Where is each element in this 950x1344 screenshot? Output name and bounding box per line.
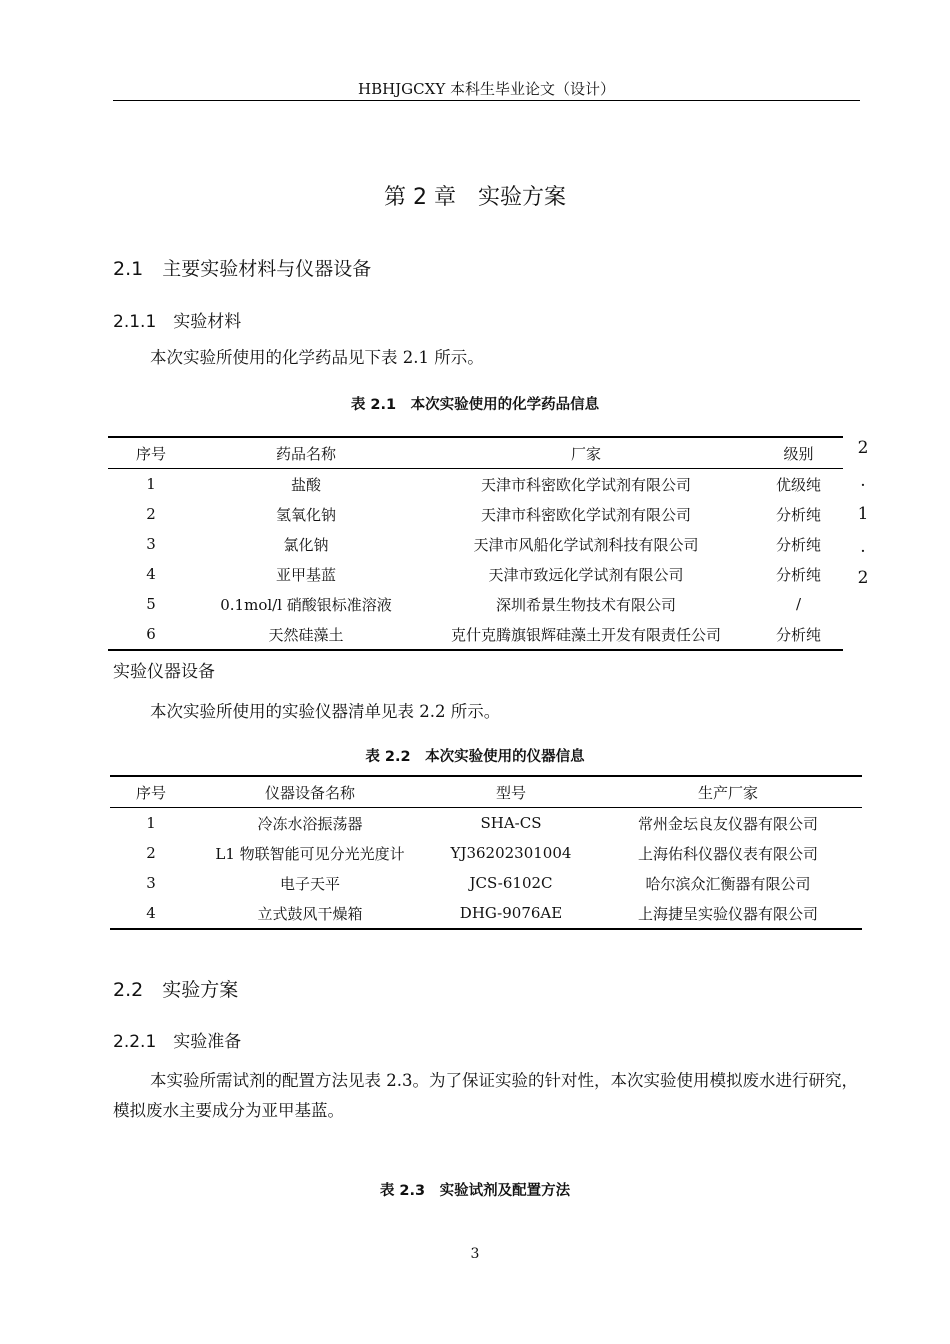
table-cell: 1 — [146, 475, 156, 493]
table-cell: 天津市致远化学试剂有限公司 — [488, 565, 684, 584]
table-cell: 冷冻水浴振荡器 — [257, 814, 363, 833]
section-heading-2-1: 2.1 主要实验材料与仪器设备 — [113, 258, 372, 280]
chapter-title: 第 2 章 实验方案 — [384, 185, 566, 210]
side-number-char: 2 — [857, 438, 869, 458]
table-cell: 天津市科密欧化学试剂有限公司 — [480, 475, 691, 494]
table-cell: 上海捷呈实验仪器有限公司 — [637, 904, 818, 923]
table-cell: 上海佑科仪器仪表有限公司 — [637, 844, 818, 863]
table-2-2-caption: 表 2.2 本次实验使用的仪器信息 — [365, 749, 585, 765]
table-cell: L1 物联智能可见分光光度计 — [215, 844, 405, 863]
table-header-cell: 型号 — [495, 783, 526, 802]
header-rule — [113, 100, 860, 101]
table-header-row — [108, 437, 843, 469]
table-row — [110, 838, 862, 868]
side-number-char: . — [860, 471, 866, 491]
table-cell: 4 — [146, 904, 156, 922]
table-header-cell: 级别 — [783, 444, 814, 463]
paragraph-preparation: 本实验所需试剂的配置方法见表 2.3。为了保证实验的针对性，本次实验使用模拟废水进行研究，模拟废水主要成分为亚甲基蓝。 — [113, 1071, 858, 1120]
table-header-cell: 序号 — [135, 444, 166, 463]
table-row — [110, 898, 862, 929]
table-row — [108, 589, 843, 619]
table-row — [108, 619, 843, 650]
table-header-cell: 药品名称 — [275, 444, 336, 463]
table-cell: 克什克腾旗银辉硅藻土开发有限责任公司 — [450, 625, 721, 644]
table-cell: 天然硅藻土 — [268, 625, 344, 644]
table-cell: 5 — [146, 595, 156, 613]
table-cell: DHG-9076AE — [459, 904, 563, 922]
table-cell: 4 — [146, 565, 156, 583]
paragraph-equipment: 本次实验所使用的实验仪器清单见表 2.2 所示。 — [150, 702, 501, 721]
table-2-1-caption: 表 2.1 本次实验使用的化学药品信息 — [350, 397, 600, 413]
table-cell: 电子天平 — [279, 874, 340, 893]
table-row — [110, 808, 862, 839]
table-row — [108, 469, 843, 500]
table-cell: 氯化钠 — [283, 535, 329, 554]
table-cell: 分析纯 — [775, 565, 821, 584]
table-cell: 2 — [146, 505, 156, 523]
table-header-cell: 序号 — [135, 783, 166, 802]
table-cell: 0.1mol/l 硝酸银标准溶液 — [220, 595, 392, 614]
table-cell: 深圳希景生物技术有限公司 — [495, 595, 676, 614]
table-header-cell: 生产厂家 — [697, 783, 758, 802]
table-row — [108, 529, 843, 559]
table-cell: 常州金坛良友仪器有限公司 — [637, 814, 818, 833]
table-cell: 分析纯 — [775, 505, 821, 524]
table-cell: 分析纯 — [775, 625, 821, 644]
paragraph-materials: 本次实验所使用的化学药品见下表 2.1 所示。 — [150, 348, 484, 367]
table-cell: / — [795, 595, 802, 613]
side-number-char: 2 — [857, 568, 869, 588]
table-header-cell: 厂家 — [570, 444, 601, 463]
table-cell: 6 — [146, 625, 156, 643]
section-heading-2-2: 2.2 实验方案 — [113, 979, 239, 1001]
table-cell: 哈尔滨众汇衡器有限公司 — [645, 874, 811, 893]
subsection-heading-2-1-1: 2.1.1 实验材料 — [113, 312, 242, 332]
table-row — [108, 499, 843, 529]
table-cell: 立式鼓风干燥箱 — [257, 904, 363, 923]
table-cell: SHA-CS — [480, 814, 542, 832]
table-cell: 分析纯 — [775, 535, 821, 554]
subsection-heading-2-2-1: 2.2.1 实验准备 — [113, 1032, 242, 1052]
table-cell: 2 — [146, 844, 156, 862]
table-2-1 — [108, 436, 843, 651]
running-header: HBHJGCXY 本科生毕业论文（设计） — [357, 80, 615, 98]
table-2-2 — [110, 775, 862, 930]
table-row — [108, 559, 843, 589]
table-cell: 亚甲基蓝 — [275, 565, 336, 584]
subsection-heading-equipment: 实验仪器设备 — [113, 662, 215, 682]
table-cell: 盐酸 — [290, 475, 321, 494]
page-number: 3 — [470, 1246, 480, 1262]
table-cell: 3 — [146, 535, 156, 553]
table-header-cell: 仪器设备名称 — [264, 783, 355, 802]
table-cell: 3 — [146, 874, 156, 892]
table-cell: 1 — [146, 814, 156, 832]
table-cell: 优级纯 — [775, 475, 821, 494]
table-row — [110, 868, 862, 898]
table-header-row — [110, 776, 862, 808]
table-cell: YJ36202301004 — [450, 844, 572, 862]
side-number-char: . — [860, 537, 866, 557]
table-cell: 天津市风船化学试剂科技有限公司 — [473, 535, 699, 554]
table-cell: 氢氧化钠 — [275, 505, 336, 524]
table-2-3-caption: 表 2.3 实验试剂及配置方法 — [379, 1183, 571, 1199]
side-number-char: 1 — [857, 504, 869, 524]
table-cell: 天津市科密欧化学试剂有限公司 — [480, 505, 691, 524]
table-cell: JCS-6102C — [469, 874, 553, 892]
